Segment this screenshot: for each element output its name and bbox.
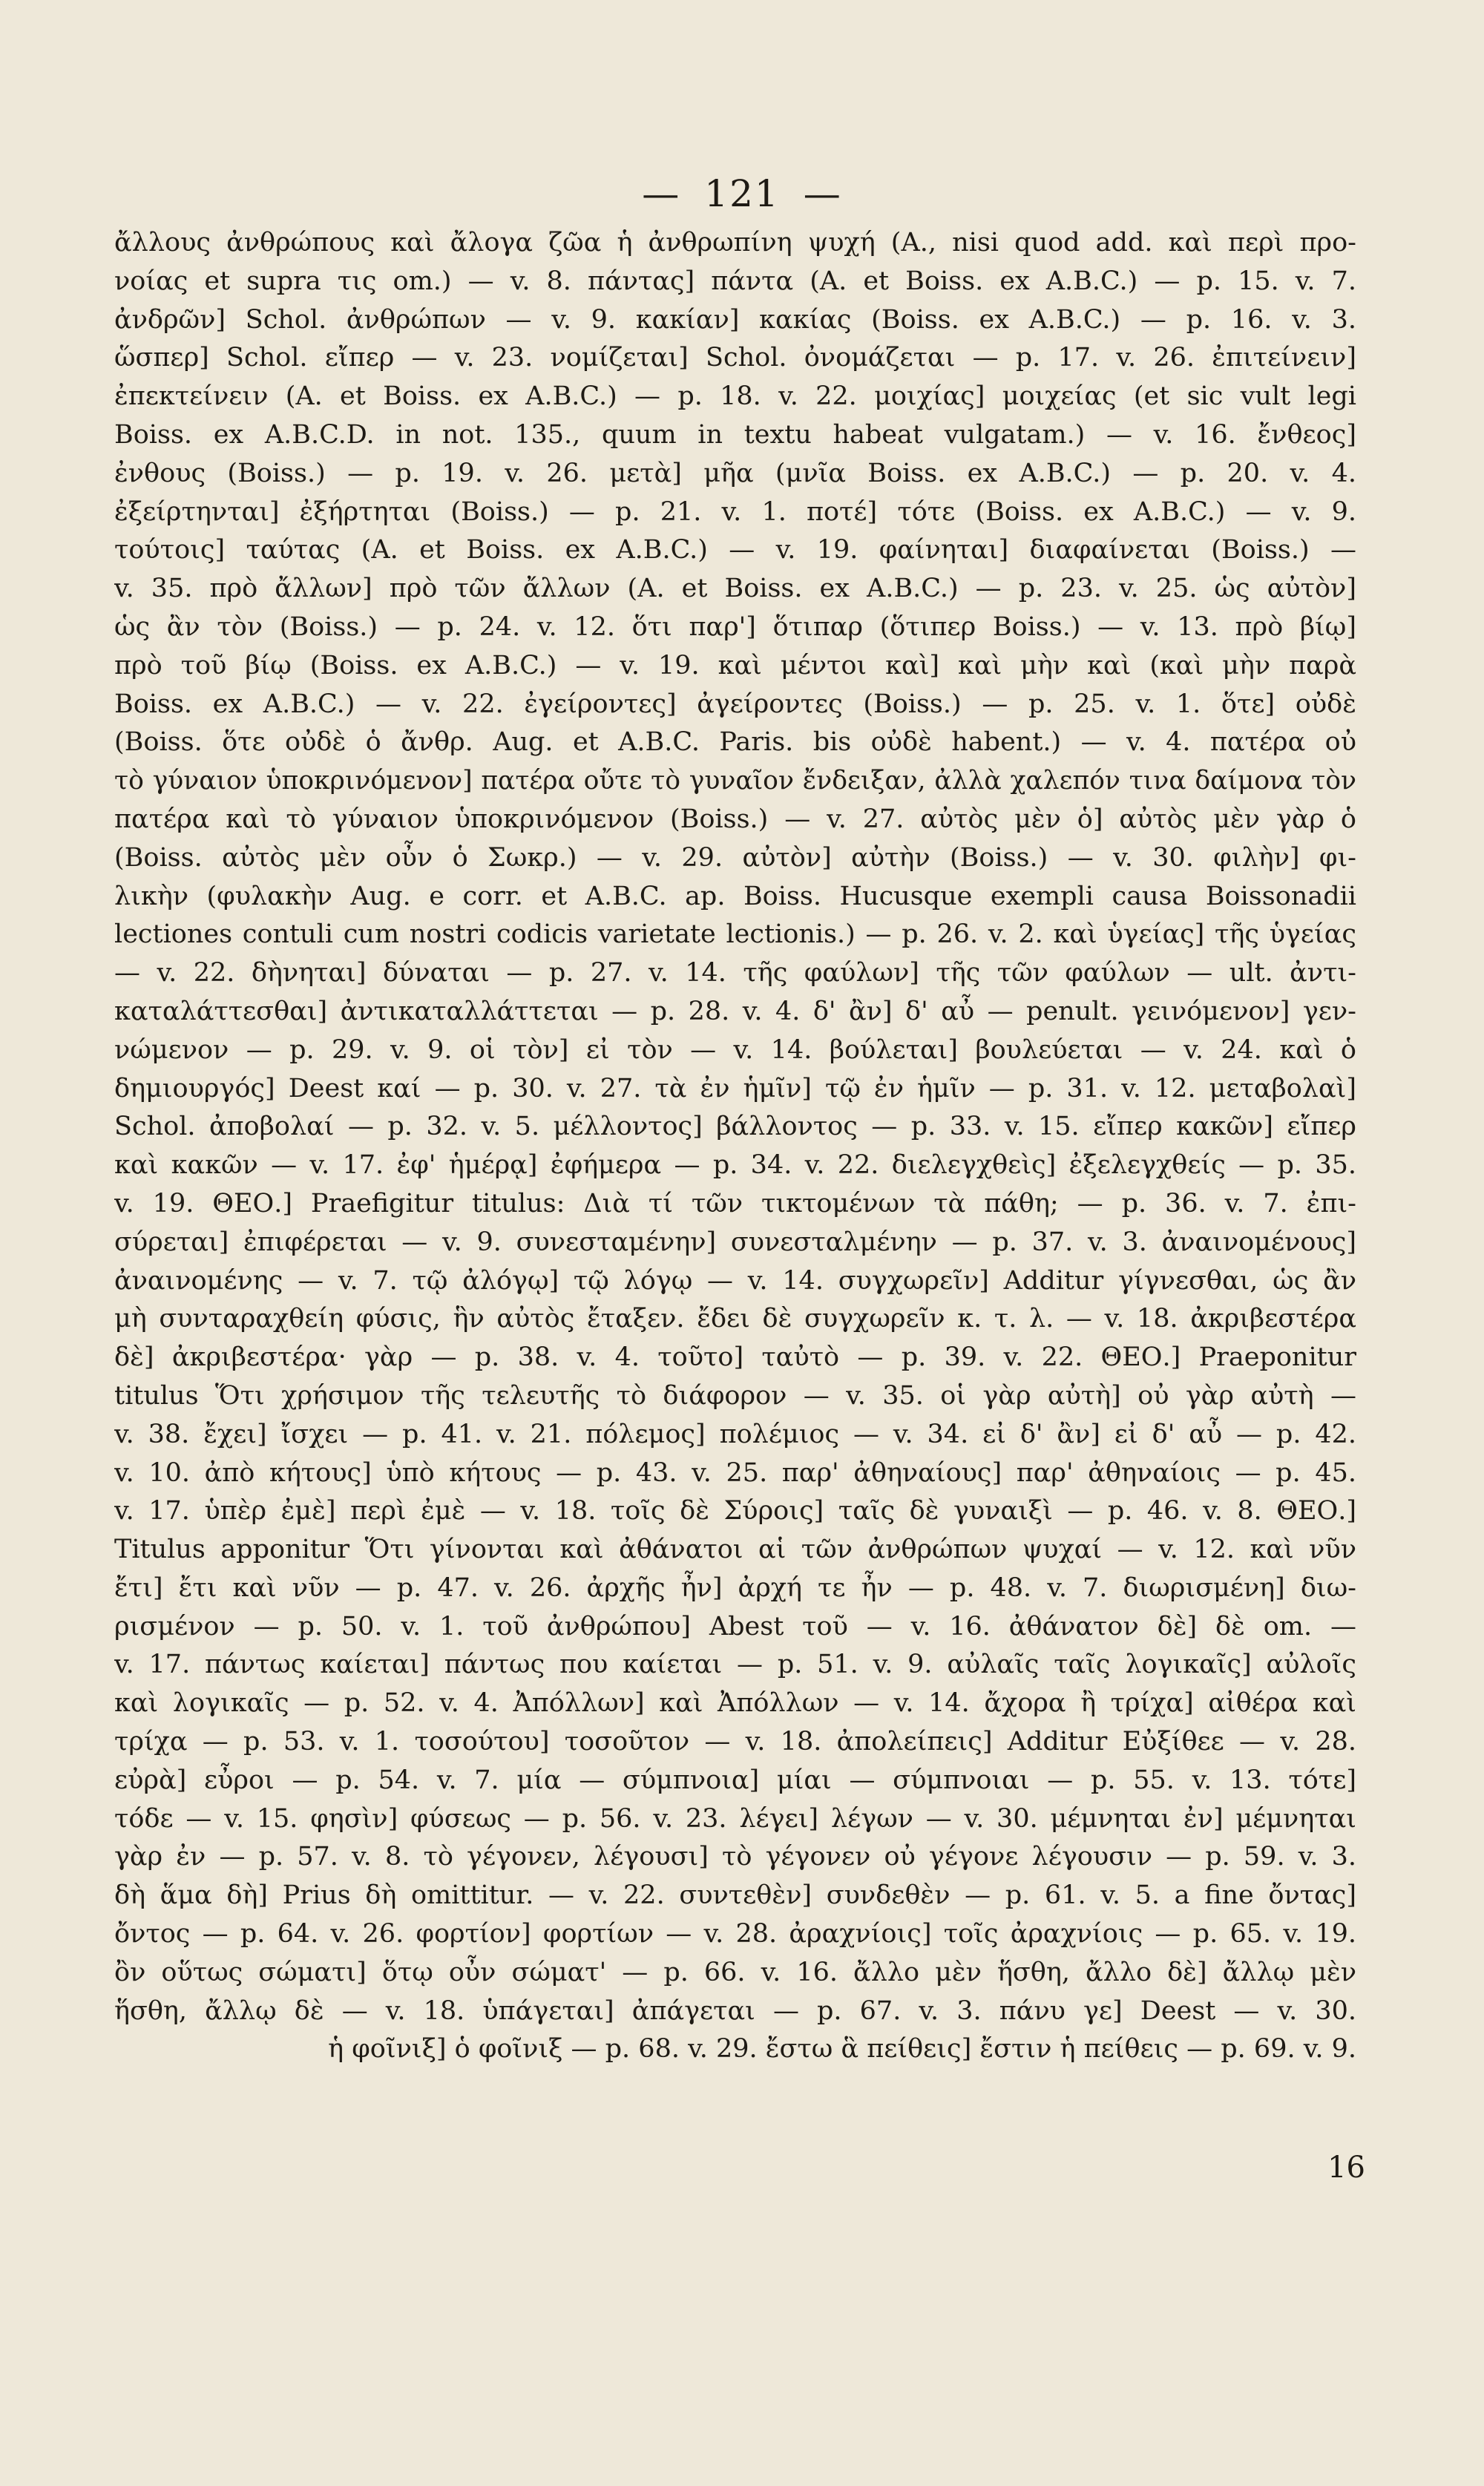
text-line: Titulus apponitur Ὅτι γίνονται καὶ ἀθάνατοι αἱ τῶν ἀνθρώπων ψυχαί — v. 12. καὶ νῦν bbox=[114, 1535, 1356, 1565]
text-line: δὲ] ἀκριβεστέρα· γὰρ — p. 38. v. 4. τοῦτο] ταὐτὸ — p. 39. v. 22. ΘΕΟ.] Praeponitur bbox=[114, 1342, 1356, 1373]
text-line: ἔτι] ἔτι καὶ νῦν — p. 47. v. 26. ἀρχῆς ἦν] ἀρχή τε ἦν — p. 48. v. 7. διωρισμένη] διω- bbox=[114, 1572, 1356, 1603]
text-line: (Boiss. ὅτε οὐδὲ ὁ ἄνθρ. Aug. et A.B.C. Paris. bis οὐδὲ habent.) — v. 4. πατέρα οὐ bbox=[114, 727, 1356, 758]
text-line: ρισμένον — p. 50. v. 1. τοῦ ἀνθρώπου] Abest τοῦ — v. 16. ἀθάνατον δὲ] δὲ om. — bbox=[114, 1611, 1356, 1642]
text-line: λικὴν (φυλακὴν Aug. e corr. et A.B.C. ap. Boiss. Hucusque exempli causa Boissonadii bbox=[114, 881, 1356, 911]
text-line: τὸ γύναιον ὑποκρινόμενον] πατέρα οὔτε τὸ γυναῖον ἔνδειξαν, ἀλλὰ χαλεπόν τινα δαίμονα τὸν bbox=[114, 766, 1356, 796]
header-dash-left: — bbox=[642, 172, 681, 215]
text-line: Boiss. ex A.B.C.D. in not. 135., quum in textu habeat vulgatam.) — v. 16. ἔνθεος] bbox=[114, 419, 1356, 450]
text-line: v. 17. ὑπὲρ ἐμὲ] περὶ ἐμὲ — v. 18. τοῖς δὲ Σύροις] ταῖς δὲ γυναιξὶ — p. 46. v. 8. ΘΕΟ.] bbox=[114, 1496, 1356, 1526]
text-line: νοίας et supra τις om.) — v. 8. πάντας] πάντα (A. et Boiss. ex A.B.C.) — p. 15. v. 7. bbox=[114, 266, 1356, 296]
text-line: πατέρα καὶ τὸ γύναιον ὑποκρινόμενον (Boiss.) — v. 27. αὐτὸς μὲν ὁ] αὐτὸς μὲν γὰρ ὁ bbox=[114, 804, 1356, 834]
text-line: lectiones contuli cum nostri codicis varietate lectionis.) — p. 26. v. 2. καὶ ὑγείας] τῆς ὑγείας bbox=[114, 919, 1356, 950]
text-line: Schol. ἀποβολαί — p. 32. v. 5. μέλλοντος] βάλλοντος — p. 33. v. 15. εἴπερ κακῶν] εἴπερ bbox=[114, 1112, 1356, 1142]
text-line: ἥσθη, ἄλλῳ δὲ — v. 18. ὑπάγεται] ἀπάγεται — p. 67. v. 3. πάνυ γε] Deest — v. 30. bbox=[114, 1995, 1356, 2026]
text-line: Boiss. ex A.B.C.) — v. 22. ἐγείροντες] ἀγείροντες (Boiss.) — p. 25. v. 1. ὅτε] οὐδὲ bbox=[114, 689, 1356, 719]
text-line: εὐρὰ] εὖροι — p. 54. v. 7. μία — σύμπνοια] μίαι — σύμπνοιαι — p. 55. v. 13. τότε] bbox=[114, 1765, 1356, 1795]
text-line: δὴ ἅμα δὴ] Prius δὴ omittitur. — v. 22. συντεθὲν] συνδεθὲν — p. 61. v. 5. a fine ὄντας] bbox=[114, 1880, 1356, 1911]
text-line: ὂν οὕτως σώματι] ὅτῳ οὖν σώματ' — p. 66. v. 16. ἄλλο μὲν ἥσθη, ἄλλο δὲ] ἄλλῳ μὲν bbox=[114, 1957, 1356, 1987]
text-line: v. 10. ἀπὸ κήτους] ὑπὸ κήτους — p. 43. v. 25. παρ' ἀθηναίους] παρ' ἀθηναίοις — p. 45. bbox=[114, 1457, 1356, 1488]
text-line: ἡ φοῖνιξ] ὁ φοῖνιξ — p. 68. v. 29. ἔστω ἃ πείθεις] ἔστιν ἡ πείθεις — p. 69. v. 9. bbox=[328, 2034, 1356, 2064]
header-dash-right: — bbox=[803, 172, 842, 215]
text-line: νώμενον — p. 29. v. 9. οἱ τὸν] εἰ τὸν — v. 14. βούλεται] βουλεύεται — v. 24. καὶ ὁ bbox=[114, 1034, 1356, 1065]
text-line: (Boiss. αὐτὸς μὲν οὖν ὁ Σωκρ.) — v. 29. αὐτὸν] αὐτὴν (Boiss.) — v. 30. φιλὴν] φι- bbox=[114, 842, 1356, 873]
text-line: καταλάττεσθαι] ἀντικαταλλάττεται — p. 28. v. 4. δ' ἂν] δ' αὖ — penult. γεινόμενον] γεν- bbox=[114, 996, 1356, 1026]
signature-mark: 16 bbox=[1327, 2151, 1365, 2185]
text-line: ἐπεκτείνειν (A. et Boiss. ex A.B.C.) — p. 18. v. 22. μοιχίας] μοιχείας (et sic vult legi bbox=[114, 381, 1356, 412]
text-line: titulus Ὅτι χρήσιμον τῆς τελευτῆς τὸ διάφορον — v. 35. οἱ γὰρ αὐτὴ] οὐ γὰρ αὐτὴ — bbox=[114, 1380, 1356, 1411]
text-line: ὄντος — p. 64. v. 26. φορτίον] φορτίων — v. 28. ἀραχνίοις] τοῖς ἀραχνίοις — p. 65. v. 19. bbox=[114, 1919, 1356, 1949]
text-line: μὴ συνταραχθείη φύσις, ἣν αὐτὸς ἔταξεν. ἔδει δὲ συγχωρεῖν κ. τ. λ. — v. 18. ἀκριβεστέρα bbox=[114, 1304, 1356, 1334]
text-line: v. 17. πάντως καίεται] πάντως που καίεται — p. 51. v. 9. αὐλαῖς ταῖς λογικαῖς] αὐλοῖς bbox=[114, 1650, 1356, 1680]
text-line: ὡς ἂν τὸν (Boiss.) — p. 24. v. 12. ὅτι παρ'] ὅτιπαρ (ὅτιπερ Boiss.) — v. 13. πρὸ βίῳ] bbox=[114, 611, 1356, 642]
text-line: ἀναινομένης — v. 7. τῷ ἀλόγῳ] τῷ λόγῳ — v. 14. συγχωρεῖν] Additur γίγνεσθαι, ὡς ἂν bbox=[114, 1265, 1356, 1296]
text-line: δημιουργός] Deest καί — p. 30. v. 27. τὰ ἐν ἡμῖν] τῷ ἐν ἡμῖν — p. 31. v. 12. μεταβολαὶ] bbox=[114, 1073, 1356, 1103]
text-line: ἄλλους ἀνθρώπους καὶ ἄλογα ζῶα ἡ ἀνθρωπίνη ψυχή (A., nisi quod add. καὶ περὶ προ- bbox=[114, 228, 1356, 258]
text-line: γὰρ ἐν — p. 57. v. 8. τὸ γέγονεν, λέγουσι] τὸ γέγονεν οὐ γέγονε λέγουσιν — p. 59. v. 3. bbox=[114, 1842, 1356, 1872]
text-line: τρίχα — p. 53. v. 1. τοσούτου] τοσοῦτον — v. 18. ἀπολείπεις] Additur Εὐξίθεε — v. 28. bbox=[114, 1727, 1356, 1757]
text-line: v. 35. πρὸ ἄλλων] πρὸ τῶν ἄλλων (A. et Boiss. ex A.B.C.) — p. 23. v. 25. ὡς αὐτὸν] bbox=[114, 574, 1356, 604]
text-line: — v. 22. δὴνηται] δύναται — p. 27. v. 14. τῆς φαύλων] τῆς τῶν φαύλων — ult. ἀντι- bbox=[114, 958, 1356, 988]
text-line: ἐξείρτηνται] ἐξήρτηται (Boiss.) — p. 21. v. 1. ποτέ] τότε (Boiss. ex A.B.C.) — v. 9. bbox=[114, 496, 1356, 527]
text-line: καὶ κακῶν — v. 17. ἐφ' ἡμέρᾳ] ἐφήμερα — p. 34. v. 22. διελεγχθεὶς] ἐξελεγχθείς — p. 35. bbox=[114, 1150, 1356, 1181]
critical-apparatus-text bbox=[114, 224, 1356, 2069]
text-line: ὥσπερ] Schol. εἴπερ — v. 23. νομίζεται] Schol. ὀνομάζεται — p. 17. v. 26. ἐπιτείνειν] bbox=[114, 343, 1356, 373]
page-header bbox=[0, 172, 1484, 215]
text-line: τούτοις] ταύτας (A. et Boiss. ex A.B.C.) — v. 19. φαίνηται] διαφαίνεται (Boiss.) — bbox=[114, 535, 1356, 565]
text-line: v. 38. ἔχει] ἴσχει — p. 41. v. 21. πόλεμος] πολέμιος — v. 34. εἰ δ' ἂν] εἰ δ' αὖ — p. 42. bbox=[114, 1419, 1356, 1449]
text-line: σύρεται] ἐπιφέρεται — v. 9. συνεσταμένην] συνεσταλμένην — p. 37. v. 3. ἀναινομένους] bbox=[114, 1227, 1356, 1257]
text-line: πρὸ τοῦ βίῳ (Boiss. ex A.B.C.) — v. 19. καὶ μέντοι καὶ] καὶ μὴν καὶ (καὶ μὴν παρὰ bbox=[114, 650, 1356, 680]
text-line: ἐνθους (Boiss.) — p. 19. v. 26. μετὰ] μῆα (μνῖα Boiss. ex A.B.C.) — p. 20. v. 4. bbox=[114, 458, 1356, 488]
text-line: ἀνδρῶν] Schol. ἀνθρώπων — v. 9. κακίαν] κακίας (Boiss. ex A.B.C.) — p. 16. v. 3. bbox=[114, 304, 1356, 335]
page-number: 121 bbox=[704, 172, 780, 215]
text-line: καὶ λογικαῖς — p. 52. v. 4. Ἀπόλλων] καὶ Ἀπόλλων — v. 14. ἄχορα ἢ τρίχα] αἰθέρα καὶ bbox=[114, 1688, 1356, 1719]
text-line: τόδε — v. 15. φησὶν] φύσεως — p. 56. v. 23. λέγει] λέγων — v. 30. μέμνηται ἐν] μέμνηται bbox=[114, 1803, 1356, 1834]
text-line: v. 19. ΘΕΟ.] Praefigitur titulus: Διὰ τί τῶν τικτομένων τὰ πάθη; — p. 36. v. 7. ἐπι- bbox=[114, 1188, 1356, 1219]
